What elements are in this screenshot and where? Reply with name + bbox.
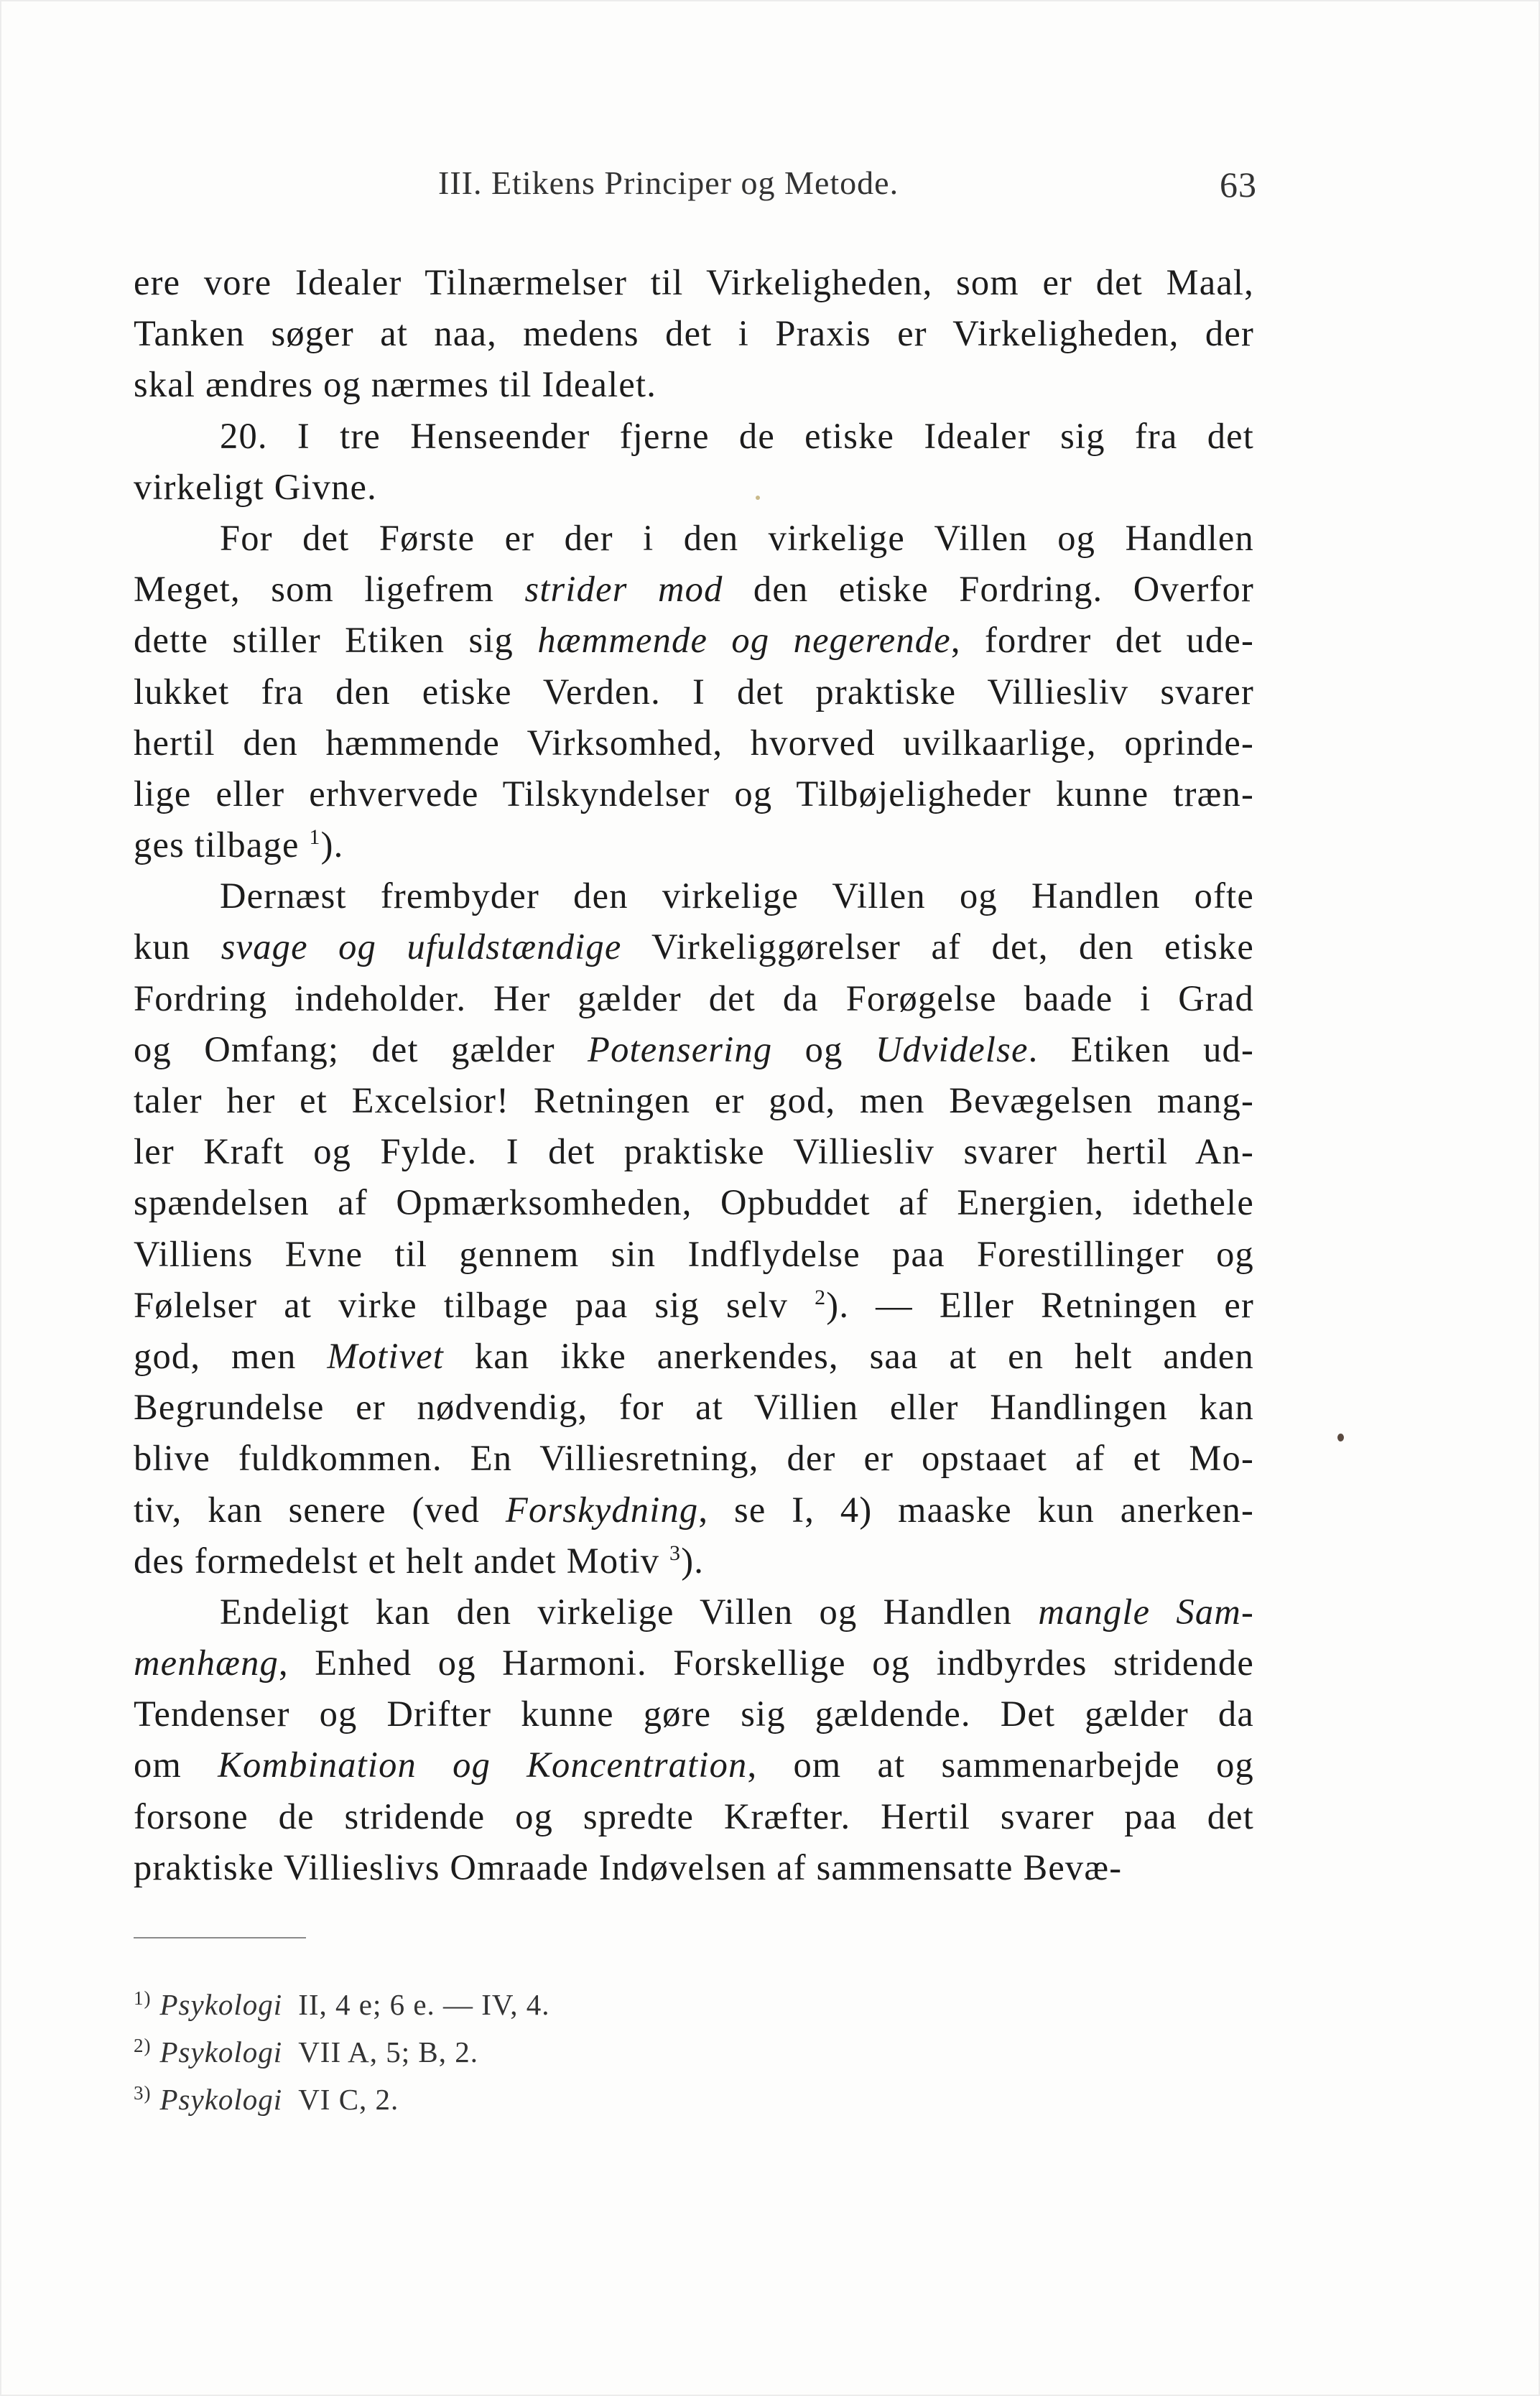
footnote-reference: VI C, 2. [298, 2083, 399, 2116]
text-line: Begrundelse er nødvendig, for at Villien eller Handlingen kan [134, 1387, 1254, 1428]
text-line: hertil den hæmmende Virksomhed, hvorved uvilkaarlige, oprinde- [134, 722, 1254, 763]
text-line: Villiens Evne til gennem sin Indflydelse paa Forestillinger og [134, 1233, 1254, 1274]
text-line: ere vore Idealer Tilnærmelser til Virkeligheden, som er det Maal, [134, 262, 1254, 302]
text-line: ges tilbage $^1$). [134, 825, 344, 865]
text-line: praktiske Villieslivs Omraade Indøvelsen af sammensatte Bevæ- [134, 1847, 1123, 1887]
text-line: forsone de stridende og spredte Kræfter. Hertil svarer paa det [134, 1796, 1254, 1837]
footnote-reference: II, 4 e; 6 e. — IV, 4. [298, 1988, 550, 2021]
text-line: ler Kraft og Fylde. I det praktiske Villiesliv svarer hertil An- [134, 1131, 1254, 1172]
text-line: blive fuldkommen. En Villiesretning, der er opstaaet af et Mo- [134, 1438, 1254, 1479]
footnote-mark: 3) [134, 2082, 152, 2104]
text-line: og Omfang; det gælder Potensering og Udvidelse. Etiken ud- [134, 1028, 1254, 1069]
text-line: Meget, som ligefrem strider mod den etiske Fordring. Overfor [134, 569, 1255, 610]
text-line: Tendenser og Drifter kunne gøre sig gældende. Det gælder da [134, 1694, 1254, 1735]
text-line: Endeligt kan den virkelige Villen og Handlen mangle Sam- [220, 1591, 1255, 1632]
text-line: 20. I tre Henseender fjerne de etiske Idealer sig fra det [220, 415, 1254, 456]
emphasis: Kombination og Koncentration [218, 1745, 748, 1786]
footnote [134, 2025, 780, 2073]
text-line: For det Første er der i den virkelige Villen og Handlen [220, 517, 1254, 558]
page-number: 63 [1220, 164, 1257, 205]
emphasis: hæmmende og negerende [537, 620, 951, 661]
text-line: dette stiller Etiken sig hæmmende og negerende, fordrer det ude- [134, 620, 1254, 661]
text-line: menhæng, Enhed og Harmoni. Forskellige og indbyrdes stridende [134, 1643, 1254, 1684]
text-line: taler her et Excelsior! Retningen er god, men Bevægelsen mang- [134, 1080, 1254, 1120]
footnote [134, 1978, 780, 2025]
footnote-ref[interactable]: 3 [669, 1541, 682, 1565]
text-line: Fordring indeholder. Her gælder det da Forøgelse baade i Grad [134, 978, 1254, 1018]
text-line: tiv, kan senere (ved Forskydning, se I, 4) maaske kun anerken- [134, 1489, 1254, 1530]
text-line: lige eller erhvervede Tilskyndelser og Tilbøjeligheder kunne træn- [134, 773, 1254, 814]
footnote-ref[interactable]: 2 [815, 1285, 827, 1309]
footnote-divider [134, 1937, 306, 1938]
running-title: III. Etikens Principer og Metode. [438, 164, 899, 201]
emphasis: menhæng [134, 1643, 279, 1684]
footnote-ref[interactable]: 1 [309, 825, 321, 850]
emphasis: strider mod [524, 569, 723, 610]
footnote [134, 2073, 780, 2120]
text-line: lukket fra den etiske Verden. I det praktiske Villiesliv svarer [134, 671, 1254, 712]
text-line: virkeligt Givne. [134, 466, 377, 507]
text-line: skal ændres og nærmes til Idealet. [134, 364, 657, 405]
print-speck [1337, 1434, 1344, 1441]
emphasis: Forskydning [505, 1489, 699, 1530]
emphasis: Potensering [588, 1028, 773, 1069]
emphasis: svage og ufuldstændige [221, 927, 622, 967]
footnotes [134, 1978, 780, 2120]
footnote-mark: 2) [134, 2035, 152, 2056]
text-line: god, men Motivet kan ikke anerkendes, saa at en helt anden [134, 1335, 1254, 1376]
body-text [134, 257, 1254, 1893]
text-line: kun svage og ufuldstændige Virkeliggørelser af det, den etiske [134, 927, 1254, 967]
footnote-source: Psykologi [159, 1988, 283, 2021]
footnote-mark: 1) [134, 1987, 152, 2009]
text-line: om Kombination og Koncentration, om at sammenarbejde og [134, 1745, 1254, 1786]
footnote-source: Psykologi [159, 2083, 283, 2116]
text-line: spændelsen af Opmærksomheden, Opbuddet af Energien, idethele [134, 1182, 1254, 1223]
print-speck [756, 496, 760, 500]
emphasis: Motivet [327, 1335, 445, 1376]
footnote-reference: VII A, 5; B, 2. [298, 2035, 478, 2068]
text-line: Tanken søger at naa, medens det i Praxis er Virkeligheden, der [134, 313, 1254, 354]
text-line: des formedelst et helt andet Motiv $^3$). [134, 1540, 705, 1581]
text-line: Følelser at virke tilbage paa sig selv $^2$). — Eller Retningen er [134, 1284, 1254, 1325]
footnote-source: Psykologi [159, 2035, 283, 2068]
emphasis: Udvidelse [875, 1028, 1029, 1069]
emphasis: mangle Sam- [1038, 1591, 1255, 1632]
text-line: Dernæst frembyder den virkelige Villen og Handlen ofte [220, 876, 1254, 916]
